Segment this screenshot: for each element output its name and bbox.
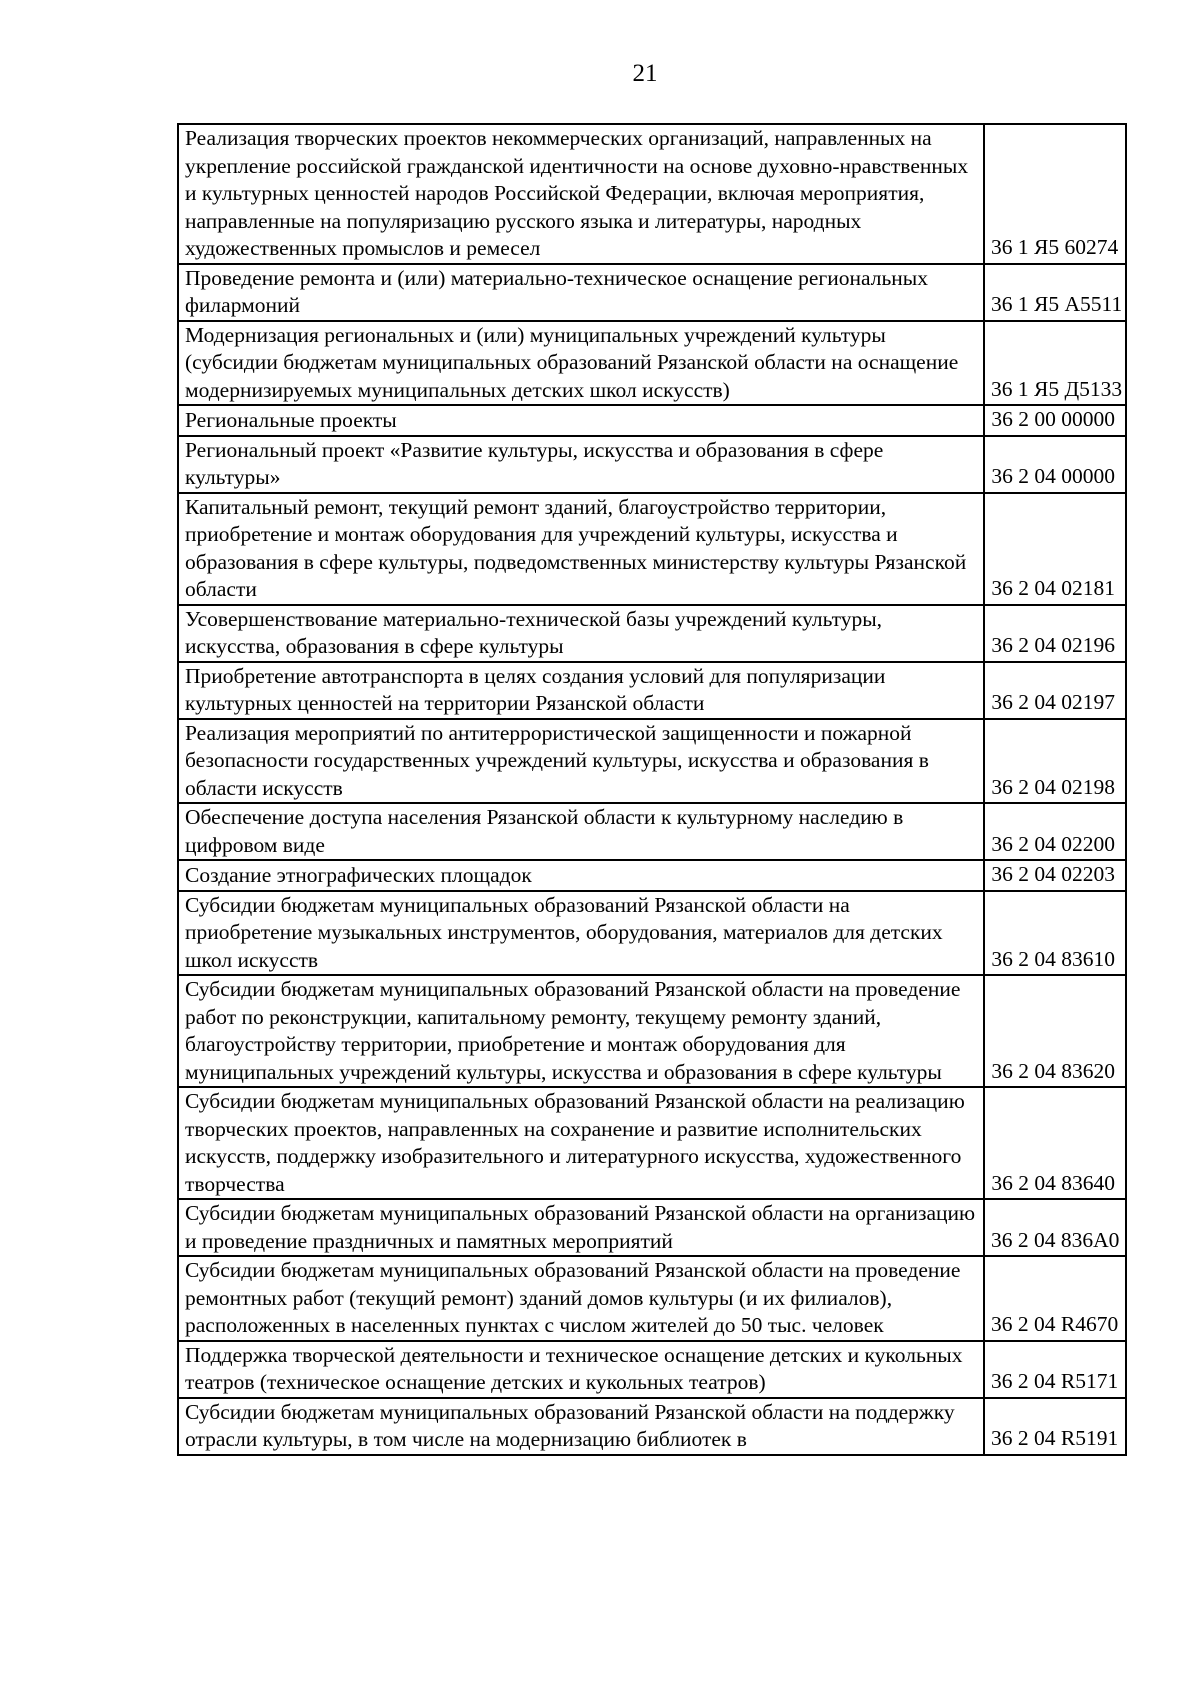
row-code: 36 2 04 R4670 bbox=[991, 1312, 1119, 1336]
row-name-cell bbox=[178, 1341, 984, 1398]
row-code: 36 2 04 02197 bbox=[991, 690, 1115, 714]
table-row bbox=[178, 605, 1126, 662]
row-name-cell bbox=[178, 975, 984, 1087]
table-row bbox=[178, 719, 1126, 804]
row-code: 36 2 04 836А0 bbox=[991, 1227, 1120, 1252]
row-code: 36 2 04 02203 bbox=[991, 862, 1115, 886]
row-code: 36 2 04 02196 bbox=[991, 633, 1115, 657]
row-name: Реализация творческих проектов некоммерческих организаций, направленных на укрепление российской гражданской идентичности на основе духовно-нравственных и культурных ценностей народов Российской Федерации, включая мероприятия, направленные на популяризацию русского языка и литературы, народных художественных промыслов и ремесел bbox=[185, 126, 969, 260]
table-row bbox=[178, 405, 1126, 436]
row-code-cell bbox=[984, 436, 1126, 493]
table-row bbox=[178, 321, 1126, 406]
table-row bbox=[178, 124, 1126, 264]
row-code-cell bbox=[984, 975, 1126, 1087]
row-name: Субсидии бюджетам муниципальных образований Рязанской области на приобретение музыкальных инструментов, оборудования, материалов для детских школ искусств bbox=[185, 892, 943, 972]
row-code: 36 2 04 02198 bbox=[991, 774, 1115, 799]
row-name-cell bbox=[178, 493, 984, 605]
row-name-cell bbox=[178, 803, 984, 860]
row-name: Региональный проект «Развитие культуры, искусства и образования в сфере культуры» bbox=[185, 437, 884, 489]
row-code-cell bbox=[984, 803, 1126, 860]
row-code-cell bbox=[984, 1256, 1126, 1341]
row-code: 36 2 04 02200 bbox=[991, 831, 1115, 856]
row-name: Субсидии бюджетам муниципальных образований Рязанской области на проведение работ по реконструкции, капитальному ремонту, текущему ремонту зданий, благоустройству территории, приобретение и монтаж оборудования для муниципальных учреждений культуры, искусства и образования в сфере культуры bbox=[185, 977, 961, 1084]
row-name-cell bbox=[178, 321, 984, 406]
table-row bbox=[178, 1341, 1126, 1398]
table-row bbox=[178, 1087, 1126, 1199]
row-code: 36 1 Я5 А5511 bbox=[991, 292, 1123, 316]
row-code: 36 1 Я5 Д5133 bbox=[991, 376, 1123, 401]
table-row bbox=[178, 975, 1126, 1087]
row-name-cell bbox=[178, 1256, 984, 1341]
row-name: Усовершенствование материально-технической базы учреждений культуры, искусства, образования в сфере культуры bbox=[185, 606, 883, 658]
row-code: 36 2 04 02181 bbox=[991, 576, 1115, 600]
row-code: 36 2 04 00000 bbox=[991, 464, 1115, 488]
row-name: Субсидии бюджетам муниципальных образований Рязанской области на поддержку отрасли культуры, в том числе на модернизацию библиотек в bbox=[185, 1399, 955, 1451]
row-name: Создание этнографических площадок bbox=[185, 863, 532, 887]
row-name-cell bbox=[178, 264, 984, 321]
table-row bbox=[178, 803, 1126, 860]
row-code-cell bbox=[984, 493, 1126, 605]
row-code-cell bbox=[984, 264, 1126, 321]
row-code-cell bbox=[984, 891, 1126, 976]
row-name-cell bbox=[178, 605, 984, 662]
row-code: 36 2 04 R5191 bbox=[991, 1426, 1119, 1450]
table-row bbox=[178, 264, 1126, 321]
row-code: 36 2 04 R5171 bbox=[991, 1369, 1119, 1393]
row-name-cell bbox=[178, 405, 984, 436]
row-name-cell bbox=[178, 719, 984, 804]
row-code-cell bbox=[984, 1398, 1126, 1455]
row-name: Проведение ремонта и (или) материально-техническое оснащение региональных филармоний bbox=[185, 265, 928, 317]
table-row bbox=[178, 860, 1126, 891]
row-code-cell bbox=[984, 860, 1126, 891]
row-code-cell bbox=[984, 1087, 1126, 1199]
row-code: 36 2 04 83640 bbox=[991, 1170, 1115, 1195]
row-code-cell bbox=[984, 719, 1126, 804]
row-name: Поддержка творческой деятельности и техническое оснащение детских и кукольных театров (техническое оснащение детских и кукольных театров) bbox=[185, 1342, 963, 1394]
row-code-cell bbox=[984, 662, 1126, 719]
row-code-cell bbox=[984, 1199, 1126, 1256]
row-name: Региональные проекты bbox=[185, 408, 397, 432]
row-name-cell bbox=[178, 436, 984, 493]
row-name-cell bbox=[178, 1087, 984, 1199]
row-code-cell bbox=[984, 605, 1126, 662]
row-name: Субсидии бюджетам муниципальных образований Рязанской области на реализацию творческих проектов, направленных на сохранение и развитие исполнительских искусств, поддержку изобразительного и литературного искусства, художественного творчества bbox=[185, 1089, 965, 1196]
table-row bbox=[178, 662, 1126, 719]
row-code-cell bbox=[984, 405, 1126, 436]
row-name: Модернизация региональных и (или) муниципальных учреждений культуры (субсидии бюджетам муниципальных образований Рязанской области на оснащение модернизируемых муниципальных детских школ искусств) bbox=[185, 322, 959, 402]
table-row bbox=[178, 1199, 1126, 1256]
row-code-cell bbox=[984, 321, 1126, 406]
row-name-cell bbox=[178, 124, 984, 264]
row-code: 36 1 Я5 60274 bbox=[991, 235, 1119, 259]
table-row bbox=[178, 1398, 1126, 1455]
page-number: 21 bbox=[632, 60, 658, 87]
row-name: Реализация мероприятий по антитеррористической защищенности и пожарной безопасности государственных учреждений культуры, искусства и образования в области искусств bbox=[185, 720, 929, 800]
table-row bbox=[178, 436, 1126, 493]
budget-classification-table bbox=[177, 123, 1127, 1456]
row-name-cell bbox=[178, 891, 984, 976]
table-row bbox=[178, 891, 1126, 976]
row-code: 36 2 00 00000 bbox=[991, 407, 1115, 431]
row-name: Приобретение автотранспорта в целях создания условий для популяризации культурных ценностей на территории Рязанской области bbox=[185, 663, 886, 715]
row-name-cell bbox=[178, 1398, 984, 1455]
row-code: 36 2 04 83610 bbox=[991, 946, 1115, 971]
row-name: Обеспечение доступа населения Рязанской области к культурному наследию в цифровом виде bbox=[185, 805, 904, 857]
row-name: Субсидии бюджетам муниципальных образований Рязанской области на организацию и проведение праздничных и памятных мероприятий bbox=[185, 1201, 976, 1253]
row-name: Субсидии бюджетам муниципальных образований Рязанской области на проведение ремонтных работ (текущий ремонт) зданий домов культуры (и их филиалов), расположенных в населенных пунктах с числом жителей до 50 тыс. человек bbox=[185, 1258, 961, 1337]
row-code-cell bbox=[984, 1341, 1126, 1398]
table-row bbox=[178, 493, 1126, 605]
row-name-cell bbox=[178, 1199, 984, 1256]
table-row bbox=[178, 1256, 1126, 1341]
row-name: Капитальный ремонт, текущий ремонт зданий, благоустройство территории, приобретение и монтаж оборудования для учреждений культуры, искусства и образования в сфере культуры, подведомственных министерству культуры Рязанской области bbox=[185, 494, 967, 601]
row-code-cell bbox=[984, 124, 1126, 264]
row-name-cell bbox=[178, 662, 984, 719]
row-name-cell bbox=[178, 860, 984, 891]
row-code: 36 2 04 83620 bbox=[991, 1058, 1115, 1083]
